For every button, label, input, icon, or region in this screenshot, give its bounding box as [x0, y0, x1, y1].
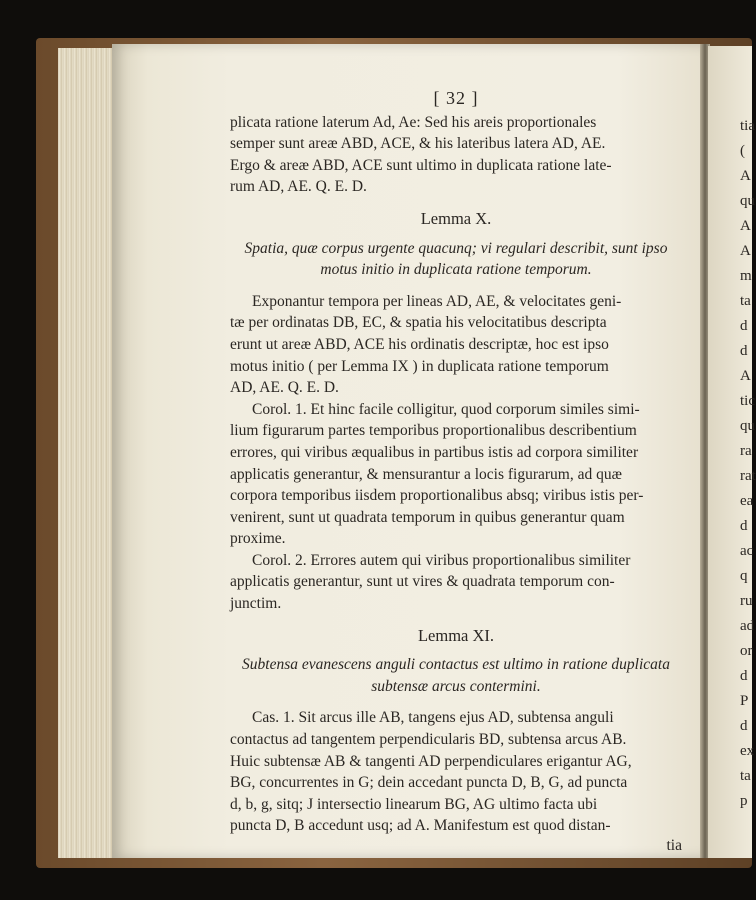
text-line: subtensæ arcus contermini. — [371, 677, 541, 695]
next-page-fragment: A — [740, 243, 751, 259]
text-line: applicatis generantur, sunt ut vires & quadrata temporum con- — [230, 573, 615, 591]
text-line: Huic subtensæ AB & tangenti AD perpendiculares erigantur AG, — [230, 752, 632, 770]
text-line: Ergo & areæ ABD, ACE sunt ultimo in duplicata ratione late- — [230, 156, 612, 174]
next-page-fragment: ta — [740, 293, 751, 309]
next-page-fragment: d — [740, 343, 748, 359]
case-1 — [230, 707, 682, 837]
text-line: puncta D, B accedunt usq; ad A. Manifestum est quod distan- — [230, 817, 611, 835]
next-page-fragment: ra — [740, 443, 752, 459]
text-line: erunt ut areæ ABD, ACE his ordinatis descriptæ, hoc est ipso — [230, 335, 609, 353]
next-page-fragment: p — [740, 793, 748, 809]
next-page-fragment: ta — [740, 768, 751, 784]
text-line: Subtensa evanescens anguli contactus est ultimo in ratione duplicata — [242, 656, 670, 674]
lemma-10-proof — [230, 291, 682, 399]
next-page-fragment: ru — [740, 593, 753, 609]
text-line: rum AD, AE. Q. E. D. — [230, 178, 367, 196]
text-line: d, b, g, sitq; J intersectio linearum BG, AG ultimo facta ubi — [230, 795, 598, 813]
next-page-fragment: q — [740, 568, 748, 584]
text-line: corpora temporibus iisdem proportionalibus absq; viribus istis per- — [230, 487, 644, 505]
text-line: lium figurarum partes temporibus proportionalibus describentium — [230, 422, 637, 440]
next-page-fragment: ac — [740, 543, 754, 559]
page-number: [ 32 ] — [433, 88, 479, 108]
next-page-fragment: tic — [740, 393, 755, 409]
text-line: venirent, sunt ut quadrata temporum in quibus generantur quam — [230, 508, 625, 526]
next-page-fragment: P — [740, 693, 749, 709]
next-page-fragment: ex — [740, 743, 755, 759]
next-page-fragment: d — [740, 318, 748, 334]
continuation-text — [230, 112, 682, 198]
next-page-fragment: rat — [740, 468, 756, 484]
text-line: plicata ratione laterum Ad, Ae: Sed his areis proportionales — [230, 113, 597, 131]
catchword: tia — [666, 837, 682, 854]
page-text — [230, 88, 682, 857]
text-line: applicatis generantur, & mensurantur a locis figurarum, ad quæ — [230, 465, 622, 483]
next-page-fragment: d — [740, 718, 748, 734]
corollary-2 — [230, 550, 682, 615]
next-page-fragment: ea — [740, 493, 754, 509]
text-line: proxime. — [230, 530, 286, 548]
next-page-fragment: d — [740, 518, 748, 534]
next-page-fragment: A — [740, 218, 751, 234]
right-page-fragment — [708, 46, 756, 858]
lemma-10-title: Lemma X. — [420, 208, 492, 228]
text-line: Spatia, quæ corpus urgente quacunq; vi regulari describit, sunt ipso — [244, 239, 668, 257]
next-page-fragment: qu — [740, 193, 755, 209]
text-line: contactus ad tangentem perpendicularis BD, subtensa arcus AB. — [230, 731, 627, 749]
text-line: BG, concurrentes in G; dein accedant puncta D, B, G, ad puncta — [230, 774, 628, 792]
next-page-fragment: m — [740, 268, 752, 284]
text-line: errores, qui viribus æqualibus in partibus istis ad corpora similiter — [230, 443, 639, 461]
next-page-fragment: d — [740, 668, 748, 684]
text-line: AD, AE. Q. E. D. — [230, 379, 339, 397]
text-line: Corol. 2. Errores autem qui viribus proportionalibus similiter — [252, 551, 631, 569]
lemma-11-title: Lemma XI. — [417, 625, 495, 645]
corollary-1 — [230, 399, 682, 550]
next-page-fragment: A — [740, 168, 751, 184]
text-line: Corol. 1. Et hinc facile colligitur, quod corporum similes simi- — [252, 400, 640, 418]
text-line: motus initio in duplicata ratione temporum. — [320, 261, 592, 279]
next-page-fragment: tia — [740, 118, 755, 134]
lemma-10-statement — [230, 238, 682, 281]
text-line: junctim. — [230, 595, 282, 613]
next-page-fragment: qu — [740, 418, 755, 434]
text-line: tæ per ordinatas DB, EC, & spatia his velocitatibus descripta — [230, 314, 607, 332]
text-line: Exponantur tempora per lineas AD, AE, & velocitates geni- — [252, 292, 622, 310]
next-page-fragment: ad — [740, 618, 755, 634]
next-page-fragment: A — [740, 368, 751, 384]
next-page-fragment: ( — [740, 143, 745, 159]
lemma-11-statement — [230, 654, 682, 697]
text-line: semper sunt areæ ABD, ACE, & his lateribus latera AD, AE. — [230, 135, 606, 153]
next-page-fragment: or — [740, 643, 753, 659]
text-line: motus initio ( per Lemma IX ) in duplicata ratione temporum — [230, 357, 609, 375]
text-line: Cas. 1. Sit arcus ille AB, tangens ejus AD, subtensa anguli — [252, 709, 614, 727]
